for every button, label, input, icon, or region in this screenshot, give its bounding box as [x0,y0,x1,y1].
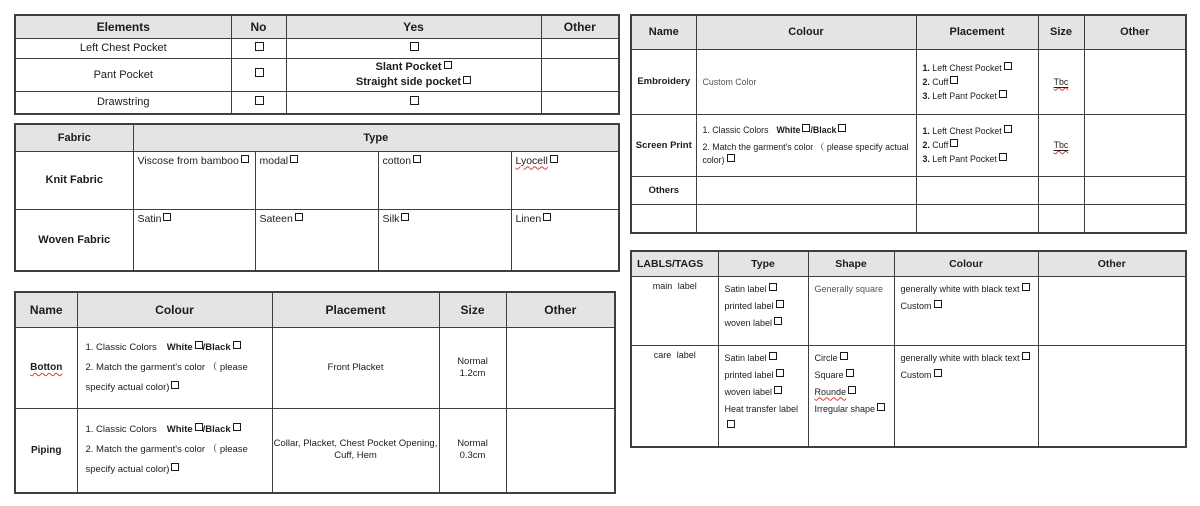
shape-label: Irregular shape [814,403,876,414]
fabric-header: Fabric [15,124,133,151]
colour-option [901,281,1032,298]
print-name: Embroidery [631,49,696,114]
embroidery-cuff-checkbox[interactable] [950,76,958,84]
empty-cell [916,204,1038,233]
colour-option-2 [86,358,264,398]
black-label: /Black [810,124,837,135]
fabric-type-cell [255,151,378,209]
size-tbc-text: Tbc [1053,76,1069,87]
shape-option [815,384,888,401]
colour-cell [696,176,916,204]
element-name: Drawstring [15,91,231,114]
table-row [15,209,619,271]
placement-option [923,61,1032,75]
size-header: Size [439,292,506,327]
shape-option [815,401,888,418]
fabric-name: Knit Fabric [15,151,133,209]
empty-cell [1038,204,1084,233]
placement-label: Left Chest Pocket [932,62,1002,73]
labels-table [630,250,1187,448]
colour-option [901,367,1032,384]
fabric-type-label: Satin [137,212,162,225]
pant-pocket-no-checkbox[interactable] [255,68,264,77]
elements-header-row [15,15,619,38]
colour-option-text: 2. Match the garment's color （ please specify actual color) [702,141,909,165]
fabric-type-cell [511,209,619,271]
type-option [725,281,802,298]
placement-label: Cuff [932,76,949,87]
size-value: 1.2cm [459,367,486,379]
type-option [725,384,802,401]
left-chest-pocket-yes-checkbox[interactable] [410,42,419,51]
colour-option-1 [86,338,264,358]
yes-cell [286,58,541,91]
table-row [631,345,1186,447]
placement-num: 1. [922,62,930,73]
type-label: woven label [724,386,773,397]
main-custom-checkbox[interactable] [934,300,942,308]
piping-custom-color-checkbox[interactable] [171,463,179,471]
table-row [631,114,1186,176]
type-option [725,350,802,367]
placement-cell [916,114,1038,176]
trims-table [14,291,616,494]
prints-table [630,14,1187,234]
name-header: Name [15,292,77,327]
fabric-header-row [15,124,619,151]
fabric-type-label: Lyocell [515,154,548,167]
colour-option-prefix: 1. Classic Colors [85,341,157,353]
colour-label: Custom [900,369,932,380]
other-cell [1084,49,1186,114]
table-row [15,38,619,58]
table-row [631,276,1186,345]
botton-white-checkbox[interactable] [195,341,203,349]
cotton-checkbox[interactable] [413,155,421,163]
no-cell [231,58,286,91]
table-row [631,176,1186,204]
label-name: main label [631,276,718,345]
colour-option-1 [703,124,910,137]
table-row [631,204,1186,233]
placement-cell: Collar, Placket, Chest Pocket Opening, Cuff, Hem [272,408,439,493]
type-label: Heat transfer label [724,403,799,414]
trim-name [15,327,77,408]
placement-label: Left Pant Pocket [932,154,997,164]
other-cell [541,58,619,91]
botton-black-checkbox[interactable] [233,341,241,349]
type-cell [718,276,808,345]
other-cell [1038,276,1186,345]
empty-cell [631,204,696,233]
trim-name [15,408,77,493]
size-type: Normal [457,438,488,450]
colour-cell [894,345,1038,447]
size-cell [1038,176,1084,204]
size-cell [1038,49,1084,114]
colour-option [901,350,1032,367]
colour-label: Custom [900,300,932,311]
placement-header: Placement [916,15,1038,49]
trim-name-label: Piping [30,444,62,456]
placement-num: 3. [922,90,930,101]
print-name: Others [631,176,696,204]
trims-header-row [15,292,615,327]
placement-label: Cuff [932,140,949,150]
embroidery-left-pant-pocket-checkbox[interactable] [999,90,1007,98]
colour-cell [77,408,272,493]
no-header: No [231,15,286,38]
table-row [631,49,1186,114]
lyocell-checkbox[interactable] [550,155,558,163]
placement-label: Left Pant Pocket [932,90,997,101]
prints-header-row [631,15,1186,49]
screen-print-cuff-checkbox[interactable] [950,139,958,147]
care-woven-label-checkbox[interactable] [774,386,782,394]
placement-option [923,75,1032,89]
fabric-type-cell [255,209,378,271]
placement-label: Left Chest Pocket [932,126,1002,136]
colour-cell [77,327,272,408]
placement-cell [916,49,1038,114]
care-custom-checkbox[interactable] [934,369,942,377]
size-value: 0.3cm [459,450,486,462]
type-cell [718,345,808,447]
elements-header: Elements [15,15,231,38]
type-option [725,401,802,435]
placement-option [923,89,1032,103]
yes-option [287,75,541,90]
other-cell [1084,114,1186,176]
colour-option-prefix: 1. Classic Colors [702,124,769,135]
shape-cell [808,276,894,345]
name-header: Name [631,15,696,49]
type-option [725,315,802,332]
other-header: Other [541,15,619,38]
table-row [15,327,615,408]
colour-cell [894,276,1038,345]
size-type: Normal [457,355,488,367]
placement-cell [916,176,1038,204]
colour-option-prefix: 1. Classic Colors [85,424,157,436]
shape-cell [808,345,894,447]
colour-header: Colour [894,251,1038,276]
type-label: Satin label [724,352,767,363]
yes-cell [286,91,541,114]
silk-checkbox[interactable] [401,213,409,221]
placement-option [923,124,1032,138]
screen-print-black-checkbox[interactable] [838,124,846,132]
main-white-black-text-checkbox[interactable] [1022,283,1030,291]
type-label: woven label [724,317,773,328]
colour-option-2 [86,440,264,480]
black-label: /Black [202,424,231,436]
care-circle-checkbox[interactable] [840,352,848,360]
element-name: Left Chest Pocket [15,38,231,58]
main-satin-label-checkbox[interactable] [769,283,777,291]
other-cell [541,91,619,114]
empty-cell [696,204,916,233]
fabric-name: Woven Fabric [15,209,133,271]
colour-cell [696,114,916,176]
fabric-type-label: Viscose from bamboo [137,154,239,167]
other-header: Other [506,292,615,327]
shape-option [815,367,888,384]
placement-header: Placement [272,292,439,327]
placement-num: 3. [922,154,930,164]
size-cell [439,327,506,408]
colour-option-text: 2. Match the garment's color （ please specify actual color) [85,361,248,393]
placement-num: 2. [922,140,930,150]
no-cell [231,91,286,114]
type-label: Satin label [724,283,767,294]
white-label: White [166,424,193,436]
white-label: White [776,124,801,135]
no-cell [231,38,286,58]
table-row [15,58,619,91]
fabric-type-cell [378,209,511,271]
care-printed-label-checkbox[interactable] [776,369,784,377]
yes-option-label: Straight side pocket [355,75,462,88]
piping-black-checkbox[interactable] [233,423,241,431]
shape-label: Circle [814,352,838,363]
fabric-type-cell [133,151,255,209]
print-name: Screen Print [631,114,696,176]
type-option [725,367,802,384]
type-option [725,298,802,315]
fabric-type-label: Silk [382,212,400,225]
shape-label: Square [814,369,844,380]
fabric-type-label: modal [259,154,289,167]
colour-cell: Custom Color [696,49,916,114]
placement-cell: Front Placket [272,327,439,408]
white-label: White [166,341,193,353]
care-square-checkbox[interactable] [846,369,854,377]
type-header: Type [133,124,619,151]
shape-option [815,350,888,367]
size-tbc [1054,140,1069,150]
fabric-table [14,123,620,272]
screen-print-left-chest-pocket-checkbox[interactable] [1004,125,1012,133]
other-cell [506,408,615,493]
embroidery-left-chest-pocket-checkbox[interactable] [1004,62,1012,70]
fabric-type-label: Sateen [259,212,293,225]
size-tbc [1054,77,1069,87]
linen-checkbox[interactable] [543,213,551,221]
other-cell [541,38,619,58]
shape-header: Shape [808,251,894,276]
labels-tags-header: LABLS/TAGS [631,251,718,276]
black-label: /Black [202,341,231,353]
screen-print-custom-color-checkbox[interactable] [727,154,735,162]
fabric-type-cell [133,209,255,271]
size-tbc-text: Tbc [1053,140,1069,150]
other-cell [506,327,615,408]
other-header: Other [1038,251,1186,276]
main-printed-label-checkbox[interactable] [776,300,784,308]
placement-num: 1. [922,126,930,136]
left-chest-pocket-no-checkbox[interactable] [255,42,264,51]
other-header: Other [1084,15,1186,49]
drawstring-yes-checkbox[interactable] [410,96,419,105]
colour-option [901,298,1032,315]
screen-print-left-pant-pocket-checkbox[interactable] [999,153,1007,161]
colour-option-1 [86,420,264,440]
yes-header: Yes [286,15,541,38]
care-satin-label-checkbox[interactable] [769,352,777,360]
yes-option [287,60,541,75]
fabric-type-label: cotton [382,154,412,167]
size-header: Size [1038,15,1084,49]
slant-pocket-checkbox[interactable] [444,61,452,69]
placement-option [923,152,1032,166]
trim-name-label: Botton [30,362,63,373]
placement-option [923,138,1032,152]
colour-label: generally white with black text [900,352,1020,363]
care-rounded-checkbox[interactable] [848,386,856,394]
satin-checkbox[interactable] [163,213,171,221]
colour-header: Colour [696,15,916,49]
yes-cell [286,38,541,58]
care-white-black-text-checkbox[interactable] [1022,352,1030,360]
labels-header-row [631,251,1186,276]
shape-text: Generally square [814,283,884,294]
colour-header: Colour [77,292,272,327]
type-label: printed label [724,300,774,311]
colour-label: generally white with black text [900,283,1020,294]
fabric-type-cell [511,151,619,209]
label-name: care label [631,345,718,447]
table-row [15,408,615,493]
main-woven-label-checkbox[interactable] [774,317,782,325]
care-irregular-shape-checkbox[interactable] [877,403,885,411]
viscose-bamboo-checkbox[interactable] [241,155,249,163]
size-cell [1038,114,1084,176]
type-header: Type [718,251,808,276]
botton-custom-color-checkbox[interactable] [171,381,179,389]
modal-checkbox[interactable] [290,155,298,163]
colour-option-2 [703,141,910,167]
piping-white-checkbox[interactable] [195,423,203,431]
size-cell [439,408,506,493]
fabric-type-cell [378,151,511,209]
straight-side-pocket-checkbox[interactable] [463,76,471,84]
sateen-checkbox[interactable] [295,213,303,221]
element-name: Pant Pocket [15,58,231,91]
shape-label: Rounde [814,386,847,397]
care-heat-transfer-label-checkbox[interactable] [727,420,735,428]
fabric-type-label: Linen [515,212,542,225]
empty-cell [1084,204,1186,233]
colour-option-text: 2. Match the garment's color （ please specify actual color) [85,444,248,476]
placement-num: 2. [922,76,930,87]
table-row [15,151,619,209]
other-cell [1084,176,1186,204]
type-label: printed label [724,369,774,380]
table-row [15,91,619,114]
elements-table [14,14,620,115]
other-cell [1038,345,1186,447]
drawstring-no-checkbox[interactable] [255,96,264,105]
yes-option-label: Slant Pocket [375,60,442,73]
